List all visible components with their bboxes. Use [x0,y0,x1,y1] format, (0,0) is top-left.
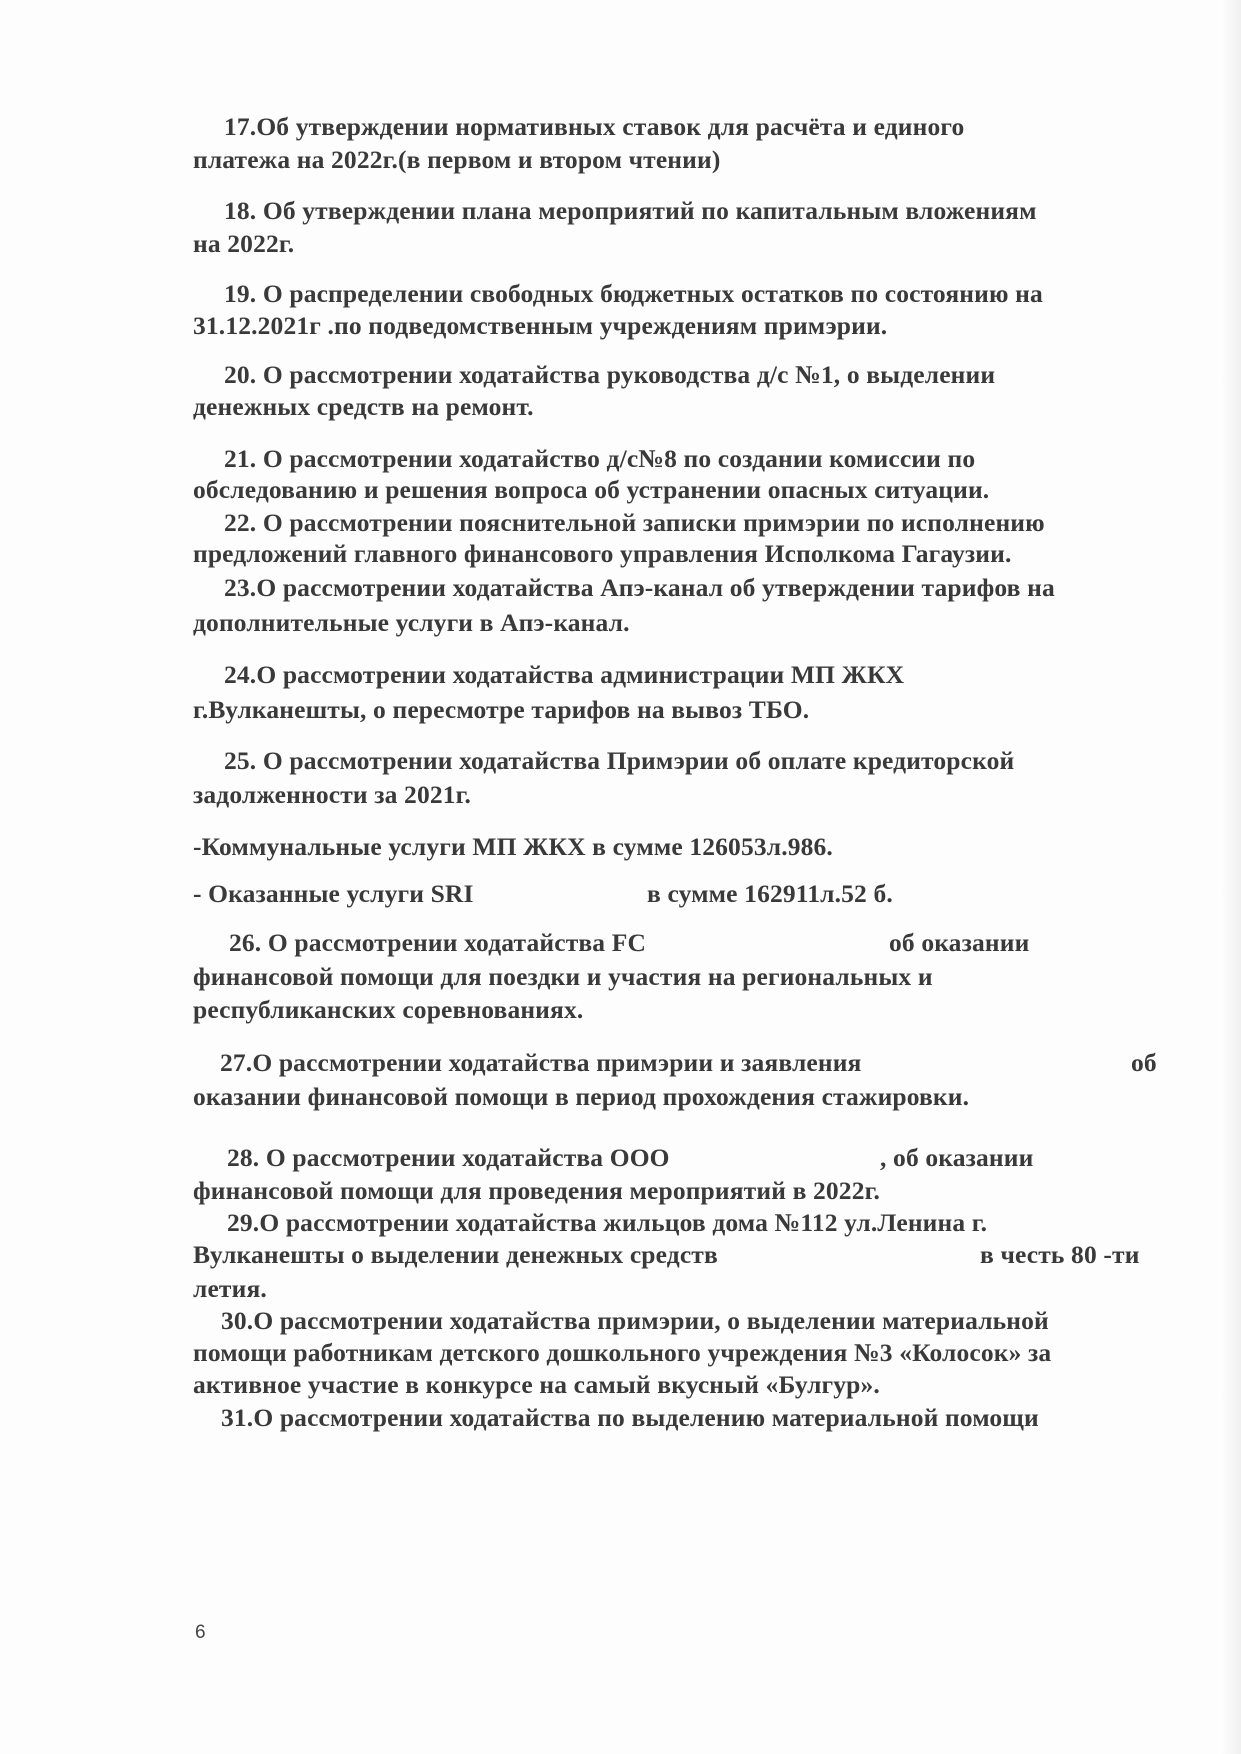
item-25-line-2: задолженности за 2021г. [193,780,472,809]
item-29-line-2b: в честь 80 -ти [980,1240,1140,1269]
item-31-line-1: 31.О рассмотрении ходатайства по выделению материальной помощи [221,1403,1039,1432]
item-26-line-3: республиканских соревнованиях. [193,995,584,1024]
item-30-line-3: активное участие в конкурсе на самый вкусный «Булгур». [193,1370,880,1399]
item-22-line-1: 22. О рассмотрении пояснительной записки примэрии по исполнению [224,508,1045,537]
item-19-line-1: 19. О распределении свободных бюджетных остатков по состоянию на [224,279,1043,308]
item-30-line-1: 30.О рассмотрении ходатайства примэрии, о выделении материальной [221,1306,1049,1335]
page-number: 6 [195,1622,206,1643]
item-30-line-2: помощи работникам детского дошкольного учреждения №3 «Колосок» за [193,1338,1052,1367]
item-26-line-1a: 26. О рассмотрении ходатайства FC [229,928,647,957]
item-28-line-2: финансовой помощи для проведения мероприятий в 2022г. [193,1176,880,1205]
item-28-line-1a: 28. О рассмотрении ходатайства ООО [227,1143,670,1172]
item-29-line-3: летия. [193,1274,267,1303]
scan-edge [1219,0,1241,1754]
item-26-line-2: финансовой помощи для поездки и участия на региональных и [193,962,933,991]
item-25-line-1: 25. О рассмотрении ходатайства Примэрии об оплате кредиторской [224,746,1015,775]
item-23-line-1: 23.О рассмотрении ходатайства Апэ-канал об утверждении тарифов на [224,573,1055,602]
item-29-line-1: 29.О рассмотрении ходатайства жильцов дома №112 ул.Ленина г. [227,1208,988,1237]
item-18-line-2: на 2022г. [193,229,295,258]
item-27-line-1a: 27.О рассмотрении ходатайства примэрии и заявления [220,1048,862,1077]
item-21-line-2: обследованию и решения вопроса об устранении опасных ситуации. [193,475,990,504]
item-24-line-1: 24.О рассмотрении ходатайства администрации МП ЖКХ [224,660,905,689]
item-17-line-1: 17.Об утверждении нормативных ставок для расчёта и единого [224,112,965,141]
item-28-line-1b: , об оказании [880,1143,1034,1172]
item-17-line-2: платежа на 2022г.(в первом и втором чтении) [193,145,721,174]
item-27-line-1b: об [1131,1048,1157,1077]
item-20-line-1: 20. О рассмотрении ходатайства руководства д/с №1, о выделении [224,360,996,389]
item-25-sub-communal: -Коммунальные услуги МП ЖКХ в сумме 126053л.986. [193,832,833,861]
item-27-line-2: оказании финансовой помощи в период прохождения стажировки. [193,1082,970,1111]
item-19-line-2: 31.12.2021г .по подведомственным учреждениям примэрии. [193,311,888,340]
item-25-sub-services-amount: в сумме 162911л.52 б. [647,879,893,908]
item-18-line-1: 18. Об утверждении плана мероприятий по капитальным вложениям [224,196,1037,225]
item-23-line-2: дополнительные услуги в Апэ-канал. [193,608,630,637]
item-29-line-2a: Вулканешты о выделении денежных средств [193,1240,718,1269]
item-21-line-1: 21. О рассмотрении ходатайство д/с№8 по создании комиссии по [224,444,976,473]
item-26-line-1b: об оказании [889,928,1030,957]
item-25-sub-services-label: - Оказанные услуги SRI [193,879,474,908]
item-22-line-2: предложений главного финансового управления Исполкома Гагаузии. [193,539,1012,568]
item-20-line-2: денежных средств на ремонт. [193,392,534,421]
item-24-line-2: г.Вулканешты, о пересмотре тарифов на вывоз ТБО. [193,695,810,724]
